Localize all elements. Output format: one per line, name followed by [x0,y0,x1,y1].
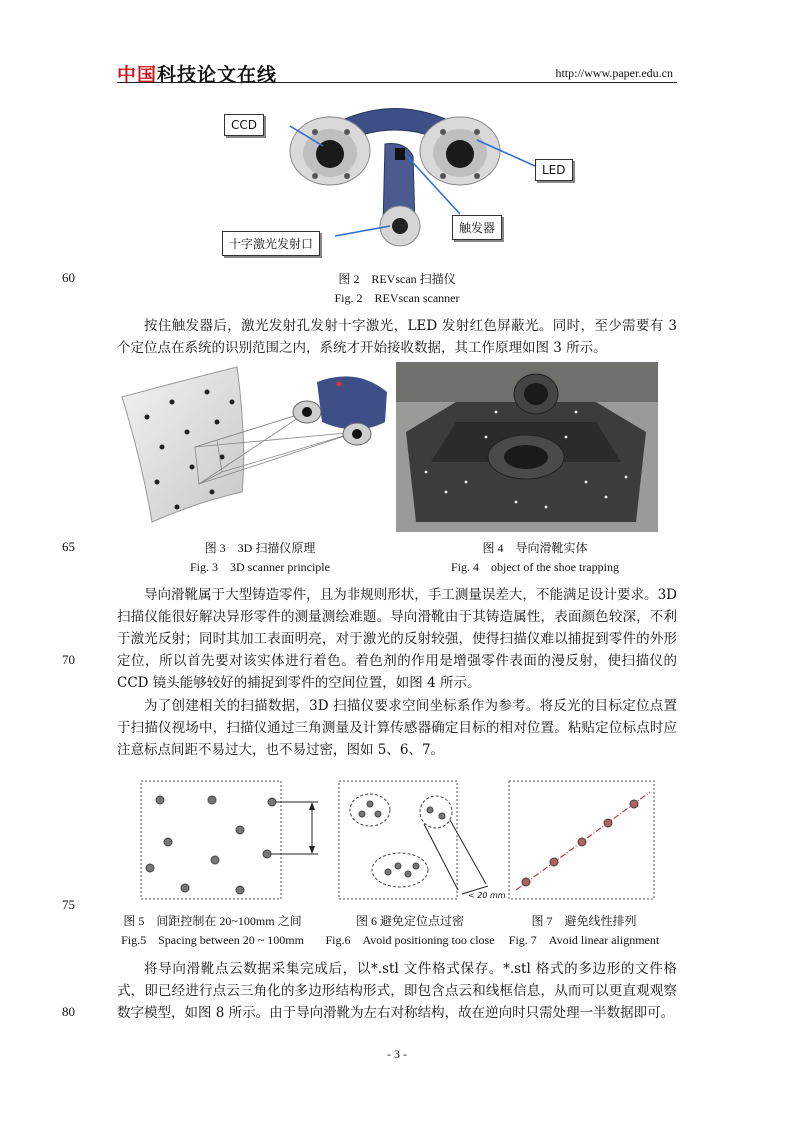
figure-6-caption-cn: 图 6 避免定位点过密 [355,914,464,928]
line-number: 60 [62,270,75,285]
figure-5-spacing-diagram [140,780,330,905]
figure-2-caption-en: Fig. 2 REVscan scanner [334,291,460,305]
figure-5-caption-en: Fig.5 Spacing between 20 ~ 100mm [121,933,304,947]
line-number: 80 [62,1004,75,1019]
paragraph-4: 将导向滑靴点云数据采集完成后，以*.stl 文件格式保存。*.stl 格式的多边形的文件格式，即已经进行点云三角化的多边形结构形式，即包含点云和线框信息，从而可以更直观观察数字模型，如图 8 所示。由于导向滑靴为左右对称结构，故在逆向时只需处理一半数据即可。 [117,961,677,1021]
paragraph-2: 导向滑靴属于大型铸造零件，且为非规则形状，手工测量误差大，不能满足设计要求。3D 扫描仪能很好解决异形零件的测量测绘难题。导向滑靴由于其铸造属性，表面颜色较深，不利于激光反射；同时其加工表面明亮，对于激光的反射较强，使得扫描仪难以捕捉到零件的外形定位，所以首先要对该实体进行着色。着色剂的作用是增强零件表面的漫反射，使扫描仪的 CCD 镜头能够较好的捕捉到零件的空间位置，如图 4 所示。 [117,587,677,691]
logo-red-text: 中国 [117,64,158,86]
figure-6-too-close-diagram [338,780,498,905]
figure-6-dimension-label: < 20 mm [468,891,506,900]
figure-3-caption-en: Fig. 3 3D scanner principle [190,560,330,574]
figure-4-caption-cn: 图 4 导向滑靴实体 [482,541,588,555]
header-url[interactable]: http://www.paper.edu.cn [555,66,673,80]
line-number: 65 [62,539,75,554]
figure-5-caption-cn: 图 5 间距控制在 20~100mm 之间 [123,914,302,928]
line-number: 75 [62,897,75,912]
line-number: 70 [62,652,75,667]
figure-3-principle-image [117,362,397,532]
figure-2-caption-cn: 图 2 REVscan 扫描仪 [338,272,456,286]
paragraph-1: 按住触发器后，激光发射孔发射十字激光，LED 发射红色屏蔽光。同时，至少需要有 3 个定位点在系统的识别范围之内，系统才开始接收数据，其工作原理如图 3 所示。 [117,318,677,356]
callout-ccd: CCD [224,114,264,136]
figure-7-caption-cn: 图 7 避免线性排列 [531,914,637,928]
logo-black-text: 科技论文在线 [157,64,278,86]
header-rule [117,82,677,83]
page-number: - 3 - [387,1047,407,1061]
callout-trigger: 触发器 [452,215,502,240]
callout-laser-emitter: 十字激光发射口 [222,231,320,256]
paragraph-3: 为了创建相关的扫描数据，3D 扫描仪要求空间坐标系作为参考。将反光的目标定位点置于扫描仪视场中，扫描仪通过三角测量及计算传感器确定目标的相对位置。粘贴定位标点时应注意标点间距不易过大，也不易过密，图如 5、6、7。 [117,698,677,758]
callout-led: LED [535,159,573,181]
figure-7-caption-en: Fig. 7 Avoid linear alignment [508,933,660,947]
figure-4-object-photo [396,362,658,532]
figure-7-linear-alignment-diagram [508,780,658,905]
figure-3-caption-cn: 图 3 3D 扫描仪原理 [204,541,316,555]
figure-4-caption-en: Fig. 4 object of the shoe trapping [451,560,619,574]
figure-6-caption-en: Fig.6 Avoid positioning too close [325,933,495,947]
